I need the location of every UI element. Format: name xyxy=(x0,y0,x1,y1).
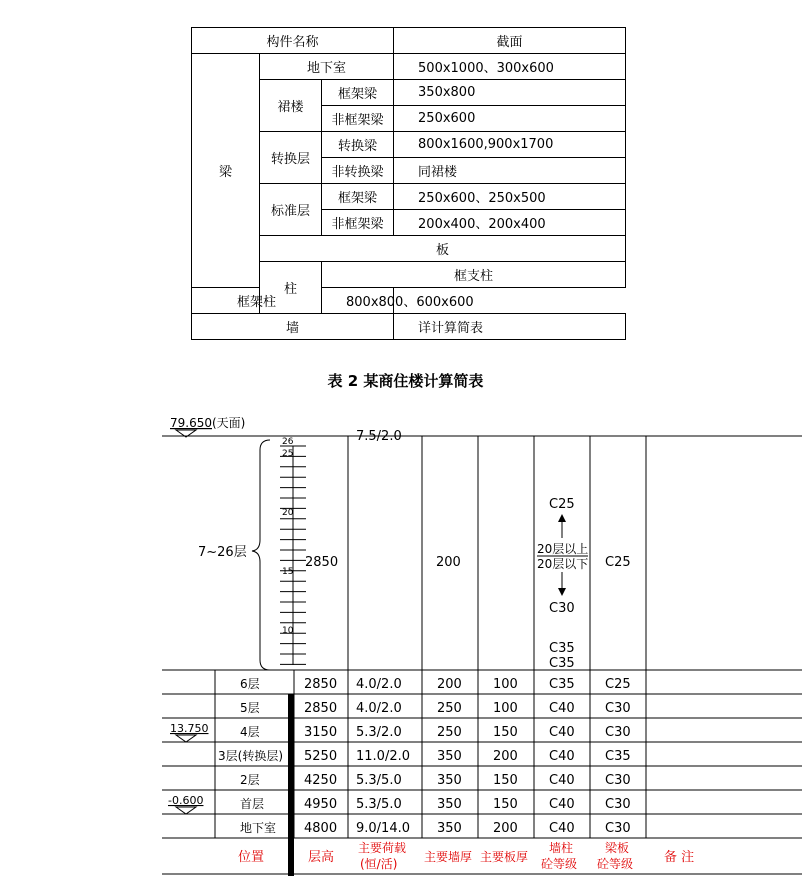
top-level-label: 79.650 xyxy=(170,416,212,430)
column-label: 柱 xyxy=(260,262,322,314)
row-pos: 3层(转换层) xyxy=(218,749,283,763)
row-col: C40 xyxy=(549,725,575,740)
row-col: C35 xyxy=(549,677,575,692)
scale-tick-label: 20 xyxy=(282,508,294,518)
row-col: C40 xyxy=(549,701,575,716)
row-slab: 150 xyxy=(493,773,518,788)
non-transfer-name: 非转换梁 xyxy=(322,158,394,184)
upper-floors-label: 7~26层 xyxy=(198,545,247,560)
level-marker-icon xyxy=(176,807,196,814)
upper-load: 7.5/2.0 xyxy=(356,429,402,444)
row-slab: 200 xyxy=(493,749,518,764)
footer-beam1: 梁板 xyxy=(605,841,630,855)
level-marker-icon xyxy=(176,735,196,742)
row-h: 5250 xyxy=(304,749,338,764)
row-h: 4800 xyxy=(304,821,338,836)
standard-nonframe-name: 非框架梁 xyxy=(322,210,394,236)
row-wall: 350 xyxy=(437,773,462,788)
footer-col2: 砼等级 xyxy=(541,857,578,871)
row-load: 5.3/5.0 xyxy=(356,797,402,812)
scale-tick-label: 10 xyxy=(282,626,294,636)
row-load: 4.0/2.0 xyxy=(356,677,402,692)
table-caption: 表 2 某商住楼计算简表 xyxy=(327,372,484,390)
scale-tick-label: 25 xyxy=(282,449,294,459)
floor-scale xyxy=(280,437,306,665)
row-h: 2850 xyxy=(304,701,338,716)
row-slab: 150 xyxy=(493,797,518,812)
scale-tick-label: 15 xyxy=(282,567,294,577)
arrow-up-icon xyxy=(558,514,566,522)
row-slab: 100 xyxy=(493,677,518,692)
transfer-name: 转换层 xyxy=(260,132,322,184)
transfer-beam-name: 转换梁 xyxy=(322,132,394,158)
podium-name: 裙楼 xyxy=(260,80,322,132)
floor-rows xyxy=(162,670,802,836)
grade-bottom: C30 xyxy=(549,601,575,616)
level-mark-mid: 13.750 xyxy=(170,722,209,735)
row-col: C40 xyxy=(549,797,575,812)
row-wall: 350 xyxy=(437,821,462,836)
support-column-name: 框支柱 xyxy=(322,262,626,288)
standard-frame-name: 框架梁 xyxy=(322,184,394,210)
non-transfer-value: 同裙楼 xyxy=(394,158,626,184)
row-load: 11.0/2.0 xyxy=(356,749,410,764)
column-bar xyxy=(288,694,294,876)
podium-nonframe-name: 非框架梁 xyxy=(322,106,394,132)
row-slab: 100 xyxy=(493,701,518,716)
header-section: 截面 xyxy=(394,28,626,54)
upper-wall: 200 xyxy=(436,555,461,570)
grade-top: C25 xyxy=(549,497,575,512)
wall-value: 详计算简表 xyxy=(394,314,626,340)
row-beam: C30 xyxy=(605,821,631,836)
standard-nonframe-value: 200x400、200x400 xyxy=(394,210,626,236)
arrow-down-icon xyxy=(558,588,566,596)
basement-name: 地下室 xyxy=(260,54,394,80)
grade-mid-up: 20层以上 xyxy=(537,542,589,556)
footer-pos: 位置 xyxy=(238,850,265,865)
top-level-note: (天面) xyxy=(212,416,246,430)
footer-row xyxy=(238,840,694,871)
podium-frame-name: 框架梁 xyxy=(322,80,394,106)
row-slab: 200 xyxy=(493,821,518,836)
row-pos: 地下室 xyxy=(240,821,277,835)
footer-note: 备 注 xyxy=(664,850,695,865)
grade-mid-down: 20层以下 xyxy=(537,557,589,571)
row-load: 5.3/5.0 xyxy=(356,773,402,788)
grade-bottom2: C35 xyxy=(549,641,575,656)
scale-tick-label: 26 xyxy=(282,437,294,447)
row-wall: 250 xyxy=(437,701,462,716)
row-beam: C30 xyxy=(605,701,631,716)
podium-nonframe-value: 250x600 xyxy=(394,106,626,132)
row-pos: 2层 xyxy=(240,773,260,787)
row-slab: 150 xyxy=(493,725,518,740)
standard-name: 标准层 xyxy=(260,184,322,236)
row-pos: 6层 xyxy=(240,677,260,691)
row-h: 4250 xyxy=(304,773,338,788)
level-mark-low: -0.600 xyxy=(168,794,204,807)
row-beam: C35 xyxy=(605,749,631,764)
footer-wall: 主要墙厚 xyxy=(424,850,473,864)
row-col: C40 xyxy=(549,773,575,788)
brace-icon xyxy=(252,440,270,670)
slab-name: 板 xyxy=(260,236,626,262)
grade-bottom3: C35 xyxy=(549,656,575,671)
row-h: 2850 xyxy=(304,677,338,692)
row-wall: 350 xyxy=(437,749,462,764)
transfer-beam-value: 800x1600,900x1700 xyxy=(394,132,626,158)
standard-frame-value: 250x600、250x500 xyxy=(394,184,626,210)
frame-column-value: 800x800、600x600 xyxy=(322,288,394,314)
beam-label: 梁 xyxy=(192,54,260,288)
row-pos: 4层 xyxy=(240,725,260,739)
row-h: 3150 xyxy=(304,725,338,740)
row-beam: C30 xyxy=(605,725,631,740)
row-wall: 200 xyxy=(437,677,462,692)
beam-grade-upper: C25 xyxy=(605,555,631,570)
row-col: C40 xyxy=(549,821,575,836)
row-h: 4950 xyxy=(304,797,338,812)
basement-value: 500x1000、300x600 xyxy=(394,54,626,80)
footer-beam2: 砼等级 xyxy=(597,857,634,871)
row-load: 4.0/2.0 xyxy=(356,701,402,716)
row-pos: 首层 xyxy=(240,797,265,811)
row-wall: 250 xyxy=(437,725,462,740)
row-beam: C25 xyxy=(605,677,631,692)
footer-slab: 主要板厚 xyxy=(480,850,529,864)
row-pos: 5层 xyxy=(240,701,260,715)
frame-column-name: 框架柱 xyxy=(192,288,322,314)
row-load: 9.0/14.0 xyxy=(356,821,410,836)
podium-frame-value: 350x800 xyxy=(394,80,626,106)
upper-height: 2850 xyxy=(305,555,339,570)
footer-load2: (恒/活) xyxy=(360,857,398,871)
row-beam: C30 xyxy=(605,797,631,812)
footer-height: 层高 xyxy=(308,850,335,865)
row-load: 5.3/2.0 xyxy=(356,725,402,740)
header-name: 构件名称 xyxy=(192,28,394,54)
row-beam: C30 xyxy=(605,773,631,788)
row-wall: 350 xyxy=(437,797,462,812)
wall-name: 墙 xyxy=(192,314,394,340)
footer-load1: 主要荷载 xyxy=(358,841,407,855)
row-col: C40 xyxy=(549,749,575,764)
footer-col1: 墙柱 xyxy=(549,841,574,855)
